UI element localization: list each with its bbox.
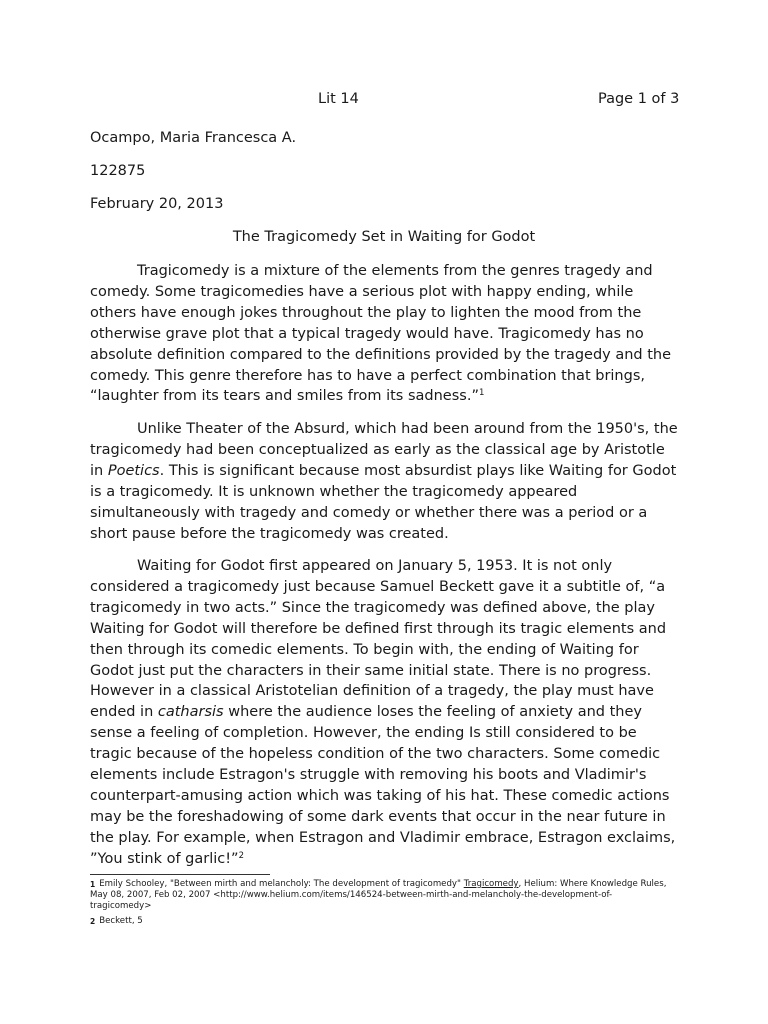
italic-term-poetics: Poetics xyxy=(107,462,160,479)
paragraph-1-text: Tragicomedy is a mixture of the elements from the genres tragedy and comedy. Some tragicomedies have a serious plot with happy ending, while others have enough jokes throughout the play to lighten the mood from the otherwise grave plot that a typical tragedy would have. Tragicomedy has no absolute definition compared to the definitions provided by the tragedy and the comedy. This genre therefore has to have a perfect combination that brings, “laughter from its tears and smiles from its sadness.” xyxy=(90,263,672,405)
footnote-separator xyxy=(90,874,270,875)
footnote-1-number: 1 xyxy=(90,880,96,889)
author-name: Ocampo, Maria Francesca A. xyxy=(90,130,297,146)
paragraph-1 xyxy=(90,261,680,407)
paragraph-3-text: Waiting for Godot first appeared on January 5, 1953. It is not only considered a tragicomedy just because Samuel Beckett gave it a subtitle of, “a tragicomedy in two acts.” Since the tragicomedy was defined above, the play Waiting for Godot will therefore be defined first through its tragic elements and then through its comedic elements. To begin with, the ending of Waiting for Godot just put the characters in their same initial state. There is no progress. However in a classical Aristotelian definition of a tragedy, the play must have ended in xyxy=(90,558,667,721)
footnote-ref-2: 2 xyxy=(238,850,244,861)
footnote-2-text: Beckett, 5 xyxy=(99,916,143,926)
footnote-2-number: 2 xyxy=(90,917,96,926)
paragraph-2-text: Unlike Theater of the Absurd, which had been around from the 1950's, the tragicomedy had been conceptualized as early as the classical age by Aristotle in xyxy=(90,421,678,479)
paragraph-3-text-cont: where the audience loses the feeling of anxiety and they sense a feeling of completion. However, the ending Is still considered to be tragic because of the hopeless condition of the two characters. Some comedic elements include Estragon's struggle with removing his boots and Vladimir's counterpart-amusing action which was taking of his hat. These comedic actions may be the foreshadowing of some dark events that occur in the near future in the play. For example, when Estragon and Vladimir embrace, Estragon exclaims, ”You stink of garlic!” xyxy=(90,704,676,867)
footnote-1 xyxy=(90,879,670,912)
footnote-2 xyxy=(90,916,670,927)
footnote-1-source-title: Tragicomedy xyxy=(463,879,519,889)
document-date: February 20, 2013 xyxy=(90,196,224,212)
document-title: The Tragicomedy Set in Waiting for Godot xyxy=(232,229,536,245)
paragraph-3 xyxy=(90,556,680,870)
paragraph-2-text-cont: . This is significant because most absurdist plays like Waiting for Godot is a tragicomedy. It is unknown whether the tragicomedy appeared simultaneously with tragedy and comedy or whether there was a period or a short pause before the tragicomedy was created. xyxy=(90,462,677,542)
header-page-number: Page 1 of 3 xyxy=(598,91,680,107)
header-course: Lit 14 xyxy=(318,91,359,107)
footnote-1-text-cont: , Helium: Where Knowledge Rules, May 08, 2007, Feb 02, 2007 <http://www.helium.com/items/146524-between-mirth-and-melancholy-the-development-of-tragicomedy> xyxy=(90,879,667,911)
italic-term-catharsis: catharsis xyxy=(157,704,224,721)
footnote-1-text: Emily Schooley, "Between mirth and melancholy: The development of tragicomedy" xyxy=(99,879,464,889)
paragraph-2 xyxy=(90,419,680,544)
student-id: 122875 xyxy=(90,163,146,179)
footnote-ref-1: 1 xyxy=(478,388,485,399)
